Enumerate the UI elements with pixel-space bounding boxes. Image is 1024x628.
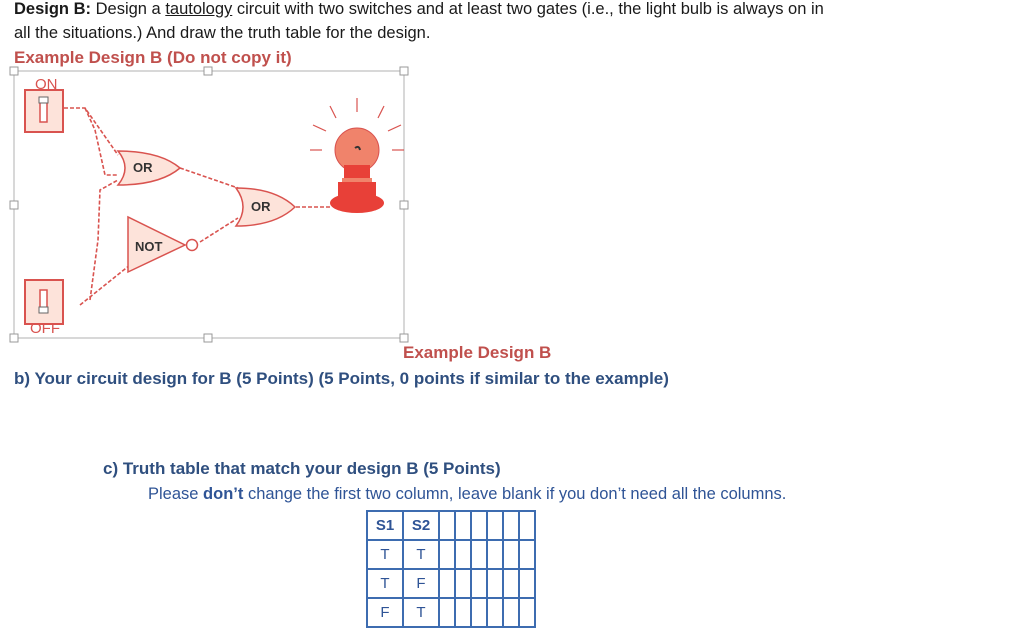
table-cell[interactable] (471, 540, 487, 569)
table-cell: T (367, 569, 403, 598)
table-cell: T (367, 540, 403, 569)
header-s2: S2 (403, 511, 439, 540)
table-row (367, 598, 535, 627)
table-cell[interactable] (519, 598, 535, 627)
table-row (367, 569, 535, 598)
table-cell: T (403, 540, 439, 569)
table-cell[interactable] (439, 598, 455, 627)
table-cell: F (367, 598, 403, 627)
or-gate-2-label: OR (251, 199, 271, 214)
table-cell[interactable] (503, 540, 519, 569)
light-bulb-icon (310, 98, 404, 213)
table-cell[interactable] (471, 511, 487, 540)
example-heading: Example Design B (Do not copy it) (14, 48, 292, 67)
question-line-1: Design B: Design a tautology circuit with two switches and at least two gates (i.e., the light bulb is always on in (14, 0, 824, 18)
table-cell[interactable] (439, 569, 455, 598)
not-gate-label: NOT (135, 239, 163, 254)
table-cell[interactable] (503, 511, 519, 540)
table-cell[interactable] (519, 569, 535, 598)
tautology-word: tautology (165, 0, 233, 18)
table-cell[interactable] (455, 598, 471, 627)
truth-table (366, 510, 536, 628)
switch-on-icon (25, 90, 63, 132)
table-cell[interactable] (487, 511, 503, 540)
table-cell[interactable] (455, 569, 471, 598)
table-cell[interactable] (519, 511, 535, 540)
table-cell[interactable] (471, 569, 487, 598)
part-c-instructions: Please don’t change the first two column, leave blank if you don’t need all the columns. (148, 485, 787, 503)
question-label: Design B: (14, 0, 92, 18)
table-header-row (367, 511, 535, 540)
table-cell[interactable] (503, 598, 519, 627)
switch-off-icon (25, 280, 63, 324)
switch-off-label: OFF (30, 320, 60, 337)
diagram-caption: Example Design B (403, 343, 552, 362)
table-cell[interactable] (439, 511, 455, 540)
question-line-2: all the situations.) And draw the truth table for the design. (14, 24, 431, 42)
table-cell[interactable] (487, 540, 503, 569)
table-cell[interactable] (503, 569, 519, 598)
switch-on-label: ON (35, 76, 58, 93)
part-c-title: c) Truth table that match your design B (5 Points) (103, 459, 501, 478)
or-gate-1-label: OR (133, 160, 153, 175)
table-cell[interactable] (455, 511, 471, 540)
example-circuit-diagram (0, 60, 420, 345)
table-cell: T (403, 598, 439, 627)
table-cell[interactable] (487, 598, 503, 627)
header-s1: S1 (367, 511, 403, 540)
table-cell[interactable] (519, 540, 535, 569)
table-cell[interactable] (487, 569, 503, 598)
table-row (367, 540, 535, 569)
table-cell[interactable] (455, 540, 471, 569)
table-cell[interactable] (471, 598, 487, 627)
not-gate-bubble (187, 240, 198, 251)
table-cell[interactable] (439, 540, 455, 569)
table-cell: F (403, 569, 439, 598)
part-b-prompt: b) Your circuit design for B (5 Points) (5 Points, 0 points if similar to the example) (14, 369, 669, 388)
